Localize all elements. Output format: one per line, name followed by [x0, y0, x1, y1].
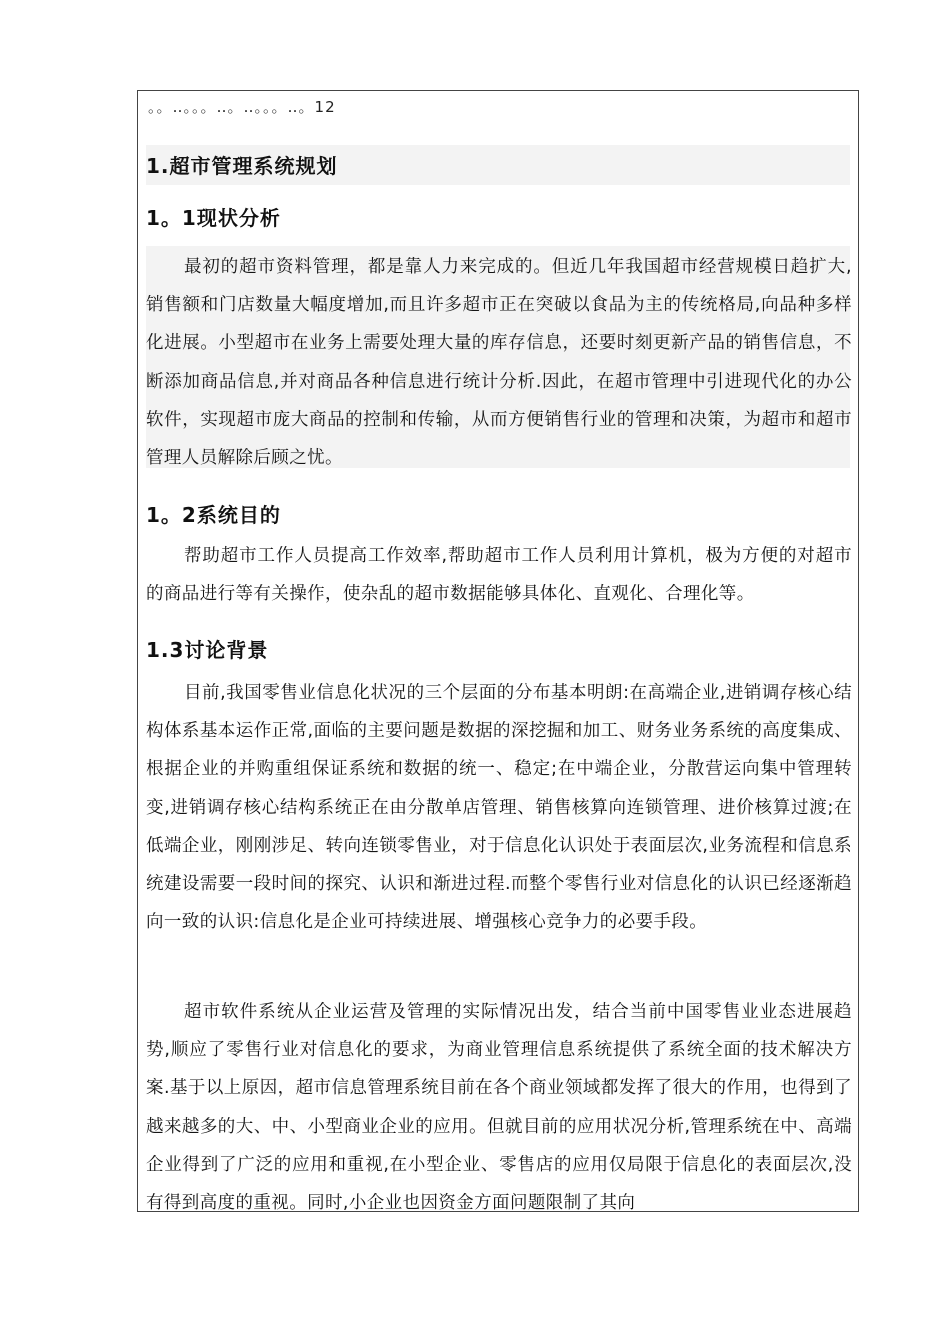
section-1-2-title: 1。2系统目的 [146, 503, 281, 527]
section-1-3-title: 1.3讨论背景 [146, 638, 269, 662]
section-1-2-paragraph: 帮助超市工作人员提高工作效率,帮助超市工作人员利用计算机，极为方便的对超市的商品进行等有关操作，使杂乱的超市数据能够具体化、直观化、合理化等。 [146, 546, 852, 605]
section-1-1-title: 1。1现状分析 [146, 206, 281, 230]
toc-tail-line: 。。‥。。。‥。‥。。。‥。12 [148, 98, 336, 116]
section-1-3-paragraph-1: 目前,我国零售业信息化状况的三个层面的分布基本明朗:在高端企业,进销调存核心结构体系基本运作正常,面临的主要问题是数据的深挖掘和加工、财务业务系统的高度集成、根据企业的并购重组保证系统和数据的统一、稳定;在中端企业，分散营运向集中管理转变,进销调存核心结构系统正在由分散单店管理、销售核算向连锁管理、进价核算过渡;在低端企业，刚刚涉足、转向连锁零售业，对于信息化认识处于表面层次,业务流程和信息系统建设需要一段时间的探究、认识和渐进过程.而整个零售行业对信息化的认识已经逐渐趋向一致的认识:信息化是企业可持续进展、增强核心竞争力的必要手段。 [146, 683, 852, 933]
section-1-3-paragraph-2: 超市软件系统从企业运营及管理的实际情况出发，结合当前中国零售业业态进展趋势,顺应了零售行业对信息化的要求，为商业管理信息系统提供了系统全面的技术解决方案.基于以上原因，超市信息管理系统目前在各个商业领域都发挥了很大的作用，也得到了越来越多的大、中、小型商业企业的应用。但就目前的应用状况分析,管理系统在中、高端企业得到了广泛的应用和重视,在小型企业、零售店的应用仅局限于信息化的表面层次,没有得到高度的重视。同时,小企业也因资金方面问题限制了其向 [146, 1002, 852, 1214]
section-1-title: 1.超市管理系统规划 [146, 154, 338, 178]
section-1-1-paragraph: 最初的超市资料管理，都是靠人力来完成的。但近几年我国超市经营规模日趋扩大,销售额和门店数量大幅度增加,而且许多超市正在突破以食品为主的传统格局,向品种多样化进展。小型超市在业务上需要处理大量的库存信息，还要时刻更新产品的销售信息，不断添加商品信息,并对商品各种信息进行统计分析.因此，在超市管理中引进现代化的办公软件，实现超市庞大商品的控制和传输，从而方便销售行业的管理和决策，为超市和超市管理人员解除后顾之忧。 [146, 257, 852, 469]
